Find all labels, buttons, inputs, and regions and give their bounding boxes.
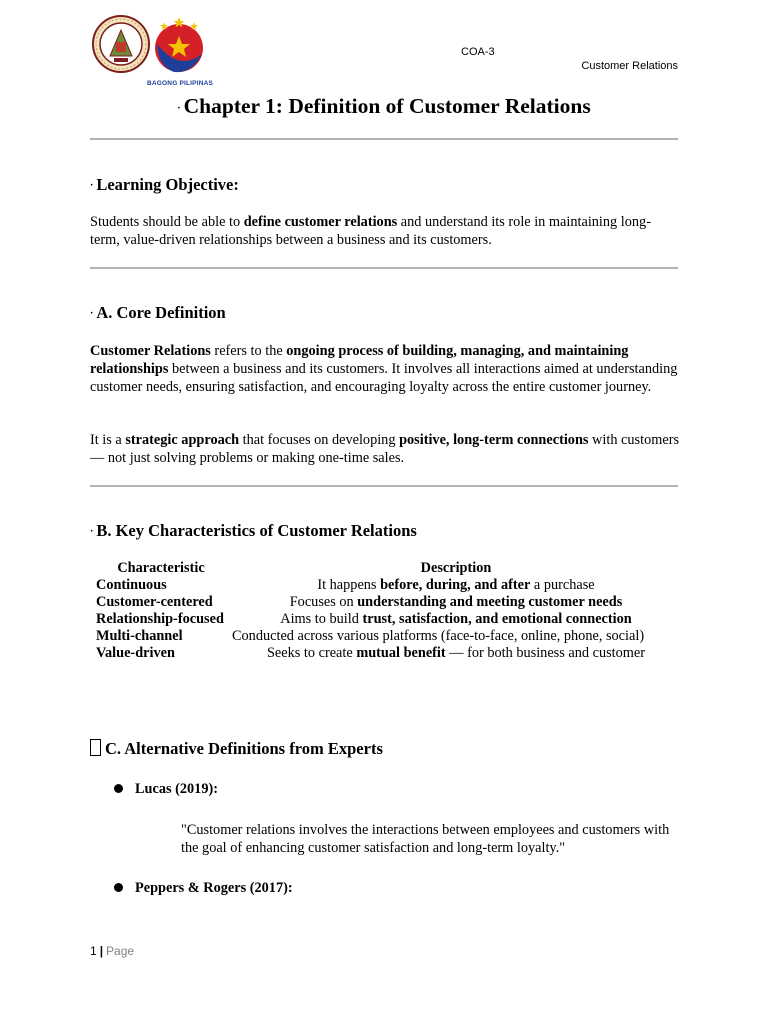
section-heading-learning-objective: · Learning Objective: xyxy=(90,175,239,194)
table-row xyxy=(90,611,680,628)
characteristic-description: It happens before, during, and after a purchase xyxy=(317,577,595,593)
header-logos xyxy=(92,12,214,87)
page-label: Page xyxy=(106,944,135,958)
characteristic-description: Focuses on understanding and meeting customer needs xyxy=(289,594,623,610)
bullet-icon xyxy=(114,784,123,793)
characteristic-name: Continuous xyxy=(96,577,167,593)
expert-list-item: Peppers & Rogers (2017): xyxy=(114,880,293,897)
expert-list-item: Lucas (2019): xyxy=(114,781,218,798)
bullet-icon: · xyxy=(90,526,94,537)
section-heading-core-definition: · A. Core Definition xyxy=(90,303,226,322)
characteristic-name: Relationship-focused xyxy=(96,611,224,627)
bullet-icon: · xyxy=(90,180,94,191)
core-definition-paragraph-1: Customer Relations refers to the ongoing process of building, managing, and maintaining relationships between a business and its customers. It involves all interactions aimed at understanding customer needs, ensuring satisfaction, and encouraging loyalty across the entire customer journey. xyxy=(90,343,678,395)
characteristic-description: Aims to build trust, satisfaction, and emotional connection xyxy=(280,611,632,627)
bagong-pilipinas-logo xyxy=(152,14,206,76)
characteristics-table xyxy=(90,559,680,662)
school-seal-logo xyxy=(92,12,150,78)
footer-separator: | xyxy=(99,944,104,958)
section-heading-characteristics: · B. Key Characteristics of Customer Relations xyxy=(90,521,417,540)
expert-quote: "Customer relations involves the interactions between employees and customers with the goal of enhancing customer satisfaction and long-term loyalty." xyxy=(181,822,670,856)
bullet-icon xyxy=(114,883,123,892)
document-code: COA-3 xyxy=(461,46,495,58)
divider xyxy=(90,267,678,269)
table-row xyxy=(90,628,680,645)
characteristic-name: Value-driven xyxy=(96,645,175,661)
table-header-row xyxy=(90,559,680,577)
header-subject: Customer Relations xyxy=(581,60,678,72)
divider xyxy=(90,485,678,487)
characteristic-name: Multi-channel xyxy=(96,628,183,644)
bullet-icon: · xyxy=(90,308,94,319)
divider xyxy=(90,138,678,140)
section-heading-experts: C. Alternative Definitions from Experts xyxy=(90,739,383,759)
table-row xyxy=(90,594,680,611)
column-header-characteristic: Characteristic xyxy=(117,559,205,576)
missing-glyph-icon xyxy=(90,739,101,756)
characteristic-description: Seeks to create mutual benefit — for both business and customer xyxy=(266,645,646,661)
page-number: 1 xyxy=(90,944,97,958)
column-header-description: Description xyxy=(420,559,492,576)
chapter-title xyxy=(0,94,768,119)
table-row xyxy=(90,577,680,594)
chapter-title-text: Chapter 1: Definition of Customer Relations xyxy=(183,94,591,118)
characteristic-name: Customer-centered xyxy=(96,594,213,610)
page-footer xyxy=(90,944,134,958)
bullet-icon: · xyxy=(177,103,181,114)
table-row xyxy=(90,645,680,662)
characteristic-description: Conducted across various platforms (face-to-face, online, phone, social) xyxy=(232,628,645,644)
learning-objective-text: Students should be able to define customer relations and understand its role in maintaining long-term, value-driven relationships between a business and its customers. xyxy=(90,214,651,248)
core-definition-paragraph-2: It is a strategic approach that focuses on developing positive, long-term connections with customers — not just solving problems or making one-time sales. xyxy=(90,432,680,466)
logo-caption: BAGONG PILIPINAS xyxy=(147,80,214,87)
